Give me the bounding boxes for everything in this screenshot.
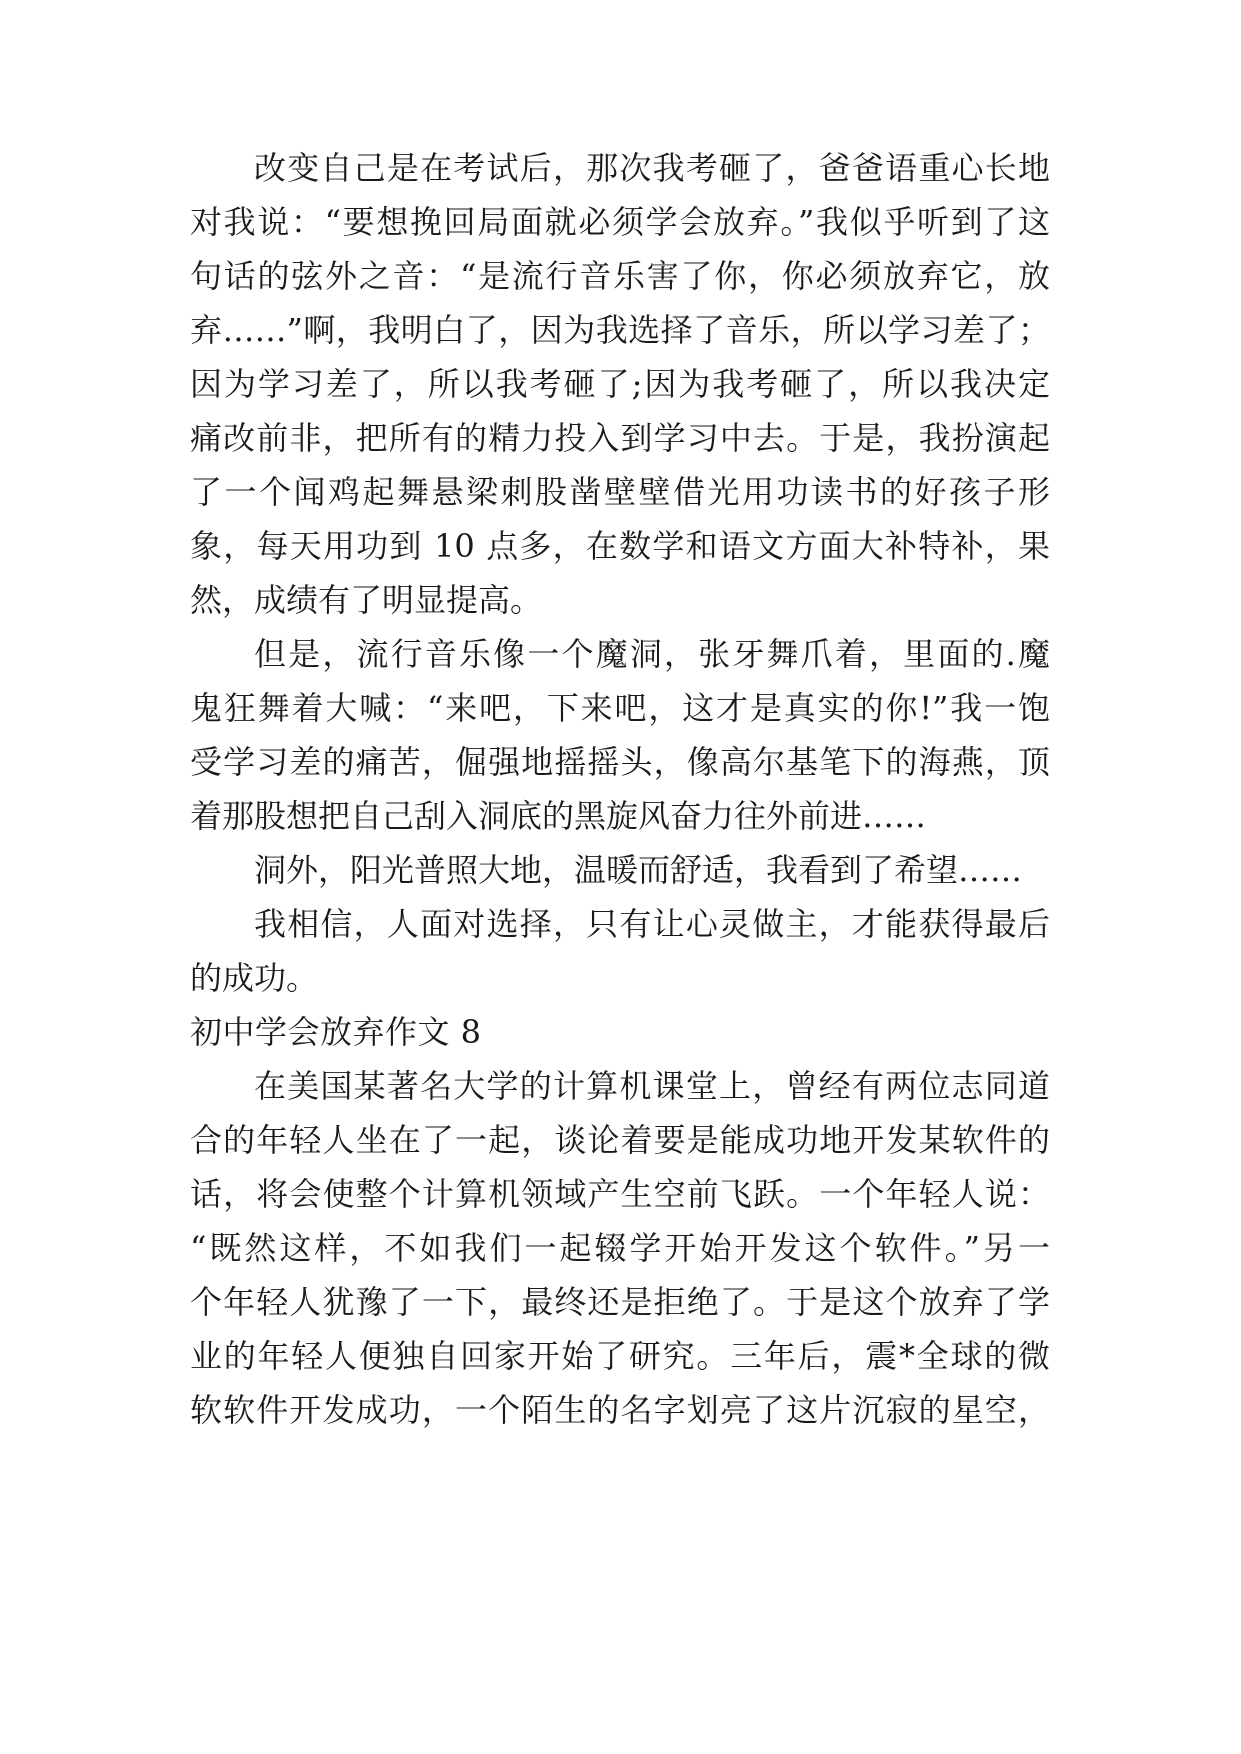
text-line: 但是，流行音乐像一个魔洞，张牙舞爪着，里面的.魔 <box>254 635 1050 673</box>
text-line: “既然这样，不如我们一起辍学开始开发这个软件。”另一 <box>190 1229 1050 1267</box>
text-line: 个年轻人犹豫了一下，最终还是拒绝了。于是这个放弃了学 <box>190 1283 1050 1321</box>
text-line: 洞外，阳光普照大地，温暖而舒适，我看到了希望…… <box>254 851 1023 889</box>
text-line: 鬼狂舞着大喊：“来吧，下来吧，这才是真实的你!”我一饱 <box>190 689 1050 727</box>
text-line: 改变自己是在考试后，那次我考砸了，爸爸语重心长地 <box>254 149 1050 187</box>
text-line: 对我说：“要想挽回局面就必须学会放弃。”我似乎听到了这 <box>190 203 1050 241</box>
text-line: 着那股想把自己刮入洞底的黑旋风奋力往外前进…… <box>190 797 927 835</box>
text-line: 受学习差的痛苦，倔强地摇摇头，像高尔基笔下的海燕，顶 <box>190 743 1050 781</box>
text-line: 的成功。 <box>190 959 319 997</box>
text-line: 合的年轻人坐在了一起，谈论着要是能成功地开发某软件的 <box>190 1121 1050 1159</box>
text-line: 然，成绩有了明显提高。 <box>190 581 543 619</box>
text-line: 了一个闻鸡起舞悬梁刺股凿壁壁借光用功读书的好孩子形 <box>190 473 1050 511</box>
text-line: 业的年轻人便独自回家开始了研究。三年后，震*全球的微 <box>190 1337 1050 1375</box>
text-line: 在美国某著名大学的计算机课堂上，曾经有两位志同道 <box>254 1067 1050 1105</box>
text-line: 软软件开发成功，一个陌生的名字划亮了这片沉寂的星空， <box>190 1391 1050 1429</box>
text-line: 话，将会使整个计算机领域产生空前飞跃。一个年轻人说： <box>190 1175 1050 1213</box>
text-line: 弃……”啊，我明白了，因为我选择了音乐，所以学习差了； <box>190 311 1050 349</box>
section-heading: 初中学会放弃作文 8 <box>190 1013 482 1051</box>
text-line: 因为学习差了，所以我考砸了;因为我考砸了，所以我决定 <box>190 365 1050 403</box>
text-line: 象，每天用功到 10 点多，在数学和语文方面大补特补，果 <box>190 527 1050 565</box>
text-line: 我相信，人面对选择，只有让心灵做主，才能获得最后 <box>254 905 1050 943</box>
text-line: 痛改前非，把所有的精力投入到学习中去。于是，我扮演起 <box>190 419 1050 457</box>
text-line: 句话的弦外之音：“是流行音乐害了你，你必须放弃它，放 <box>190 257 1050 295</box>
